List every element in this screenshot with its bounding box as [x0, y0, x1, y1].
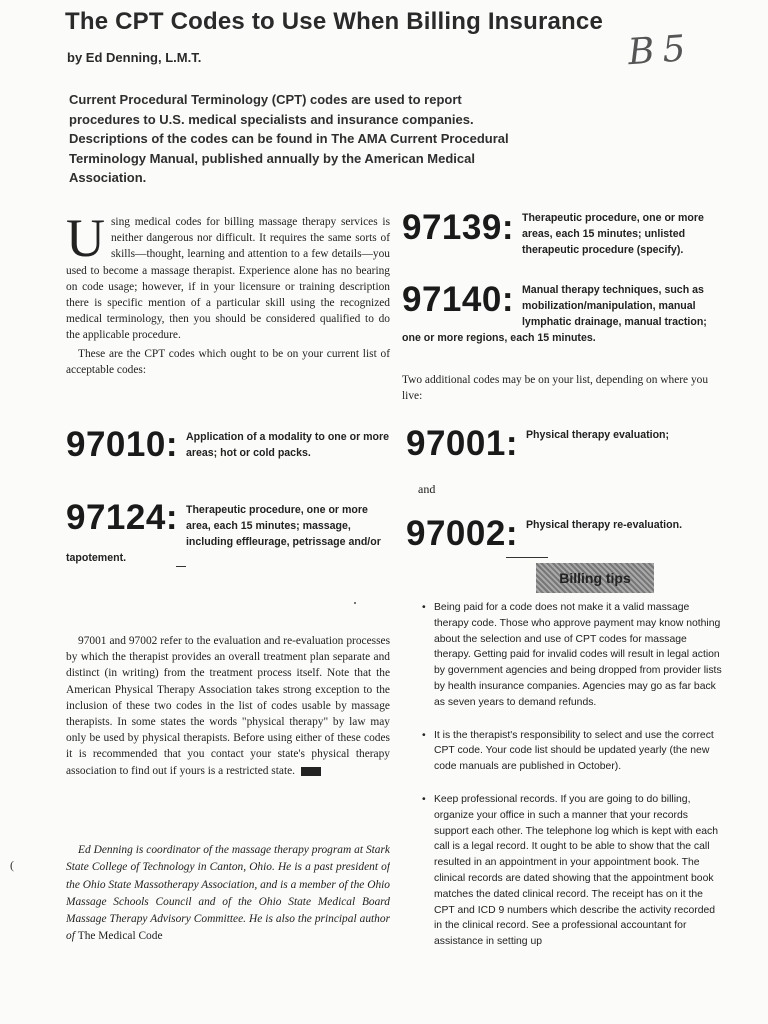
tip-text: Being paid for a code does not make it a valid massage therapy code. Those who approve payment may know nothing about the selection and use of CPT codes for massage therapy. Getting paid for invalid codes will result in legal action by government agencies and being dropped from provider lists by health insurance companies. Agencies may go as far back as seven years to demand refunds.: [434, 602, 722, 708]
bullet-icon: •: [422, 729, 426, 741]
code-block-97010: [66, 427, 392, 463]
body-paragraph-3: [66, 633, 390, 779]
body-paragraph-2: These are the CPT codes which ought to be on your current list of acceptable codes:: [66, 347, 390, 376]
code-number: 97139:: [402, 208, 514, 247]
code-number: 97001:: [406, 424, 518, 463]
author-bio: [66, 842, 390, 950]
divider-dash: [506, 557, 548, 558]
code-block-97001: [406, 426, 726, 462]
code-description: Therapeutic procedure, one or more areas, each 15 minutes; unlisted therapeutic procedure (specify).: [521, 212, 704, 256]
and-connector: and: [418, 482, 436, 496]
book-title: The Medical Code: [77, 930, 163, 943]
billing-tips-list: [422, 600, 722, 946]
tip-item: [422, 792, 722, 946]
drop-cap: U: [66, 208, 105, 268]
billing-tips-header: Billing tips: [536, 563, 654, 593]
code-number: 97010:: [66, 425, 178, 464]
code-block-97140: [402, 282, 726, 346]
code-number: 97124:: [66, 498, 178, 537]
handwritten-mark: B5: [626, 27, 695, 74]
end-mark: [301, 767, 321, 776]
tip-text: It is the therapist's responsibility to select and use the correct CPT code. Your code list should be updated yearly (the new code manuals are published in October).: [434, 729, 714, 773]
scan-speck: [354, 602, 356, 604]
divider-dash: [176, 566, 186, 567]
code-description: Physical therapy re-evaluation.: [525, 519, 683, 531]
tip-item: [422, 600, 722, 711]
code-description: Therapeutic procedure, one or more area, each 15 minutes; massage, including effleurage, petrissage and/or tapotement.: [66, 504, 381, 564]
code-description: Physical therapy evaluation;: [525, 429, 670, 441]
article-title: The CPT Codes to Use When Billing Insurance: [65, 8, 603, 35]
intro-paragraph: Current Procedural Terminology (CPT) codes are used to report procedures to U.S. medical specialists and insurance companies. Descriptions of the codes can be found in The AMA Current Procedural Terminology Manual, published annually by the American Medical Association.: [69, 92, 509, 185]
code-description: Application of a modality to one or more areas; hot or cold packs.: [185, 431, 390, 459]
stray-mark: (: [10, 858, 14, 872]
code-block-97002: [406, 516, 726, 552]
tip-item: [422, 728, 722, 775]
bullet-icon: •: [422, 602, 426, 613]
code-block-97139: [402, 210, 726, 258]
code-number: 97002:: [406, 514, 518, 553]
code-number: 97140:: [402, 280, 514, 319]
body-opening: [66, 208, 390, 378]
body-evaluation-section: [66, 633, 390, 779]
body-paragraph-3-text: 97001 and 97002 refer to the evaluation and re-evaluation processes by which the therapist provides an overall treatment plan separate and distinct (in writing) from the treatment process itself. Note that the American Physical Therapy Association takes strong exception to the inclusion of these two codes in the list of codes usable by massage therapists. In some states the words "physical therapy" by law may only be used by physical therapists. Before using either of these codes it is recommended that you contact your state's physical therapy association to find out if yours is a restricted state.: [66, 635, 390, 777]
body-paragraph-1: sing medical codes for billing massage therapy services is neither dangerous nor difficult. It requires the same sorts of skills—thought, learning and attention to a few details—you used to become a massage therapist. Experience alone has no bearing on code usage; however, if in your licensure or training description there is specific mention of a particular skill using the recognized medical terminology, then you should be considered qualified to do the applicable procedure.: [66, 216, 390, 342]
tip-text: Keep professional records. If you are going to do billing, organize your office in such a manner that your records support each other. The telephone log which is kept with each call is a legal record. It ought to be able to show that the call resulted in an appointment in your appointment book. The clinical records are dated showing that the appointment book matches the dated clinical record. The receipt has on it the CPT and ICD 9 numbers which describe the activity recorded in the clinical record. See a professional accountant for assistance in setting up: [434, 793, 719, 946]
bullet-icon: •: [422, 793, 426, 805]
code-block-97124: [66, 500, 392, 566]
author-bio-text: Ed Denning is coordinator of the massage therapy program at Stark State College of Technology in Canton, Ohio. He is a past president of the Ohio State Massotherapy Association, and is a member of the Ohio Massage Schools Council and of the Ohio State Medical Board Massage Therapy Advisory Committee. He is also the principal author of: [66, 844, 390, 943]
byline: by Ed Denning, L.M.T.: [67, 50, 202, 65]
code-description: Manual therapy techniques, such as mobilization/manipulation, manual lymphatic drainage, manual traction; one or more regions, each 15 minutes.: [402, 284, 707, 344]
additional-codes-intro: Two additional codes may be on your list, depending on where you live:: [402, 374, 709, 403]
